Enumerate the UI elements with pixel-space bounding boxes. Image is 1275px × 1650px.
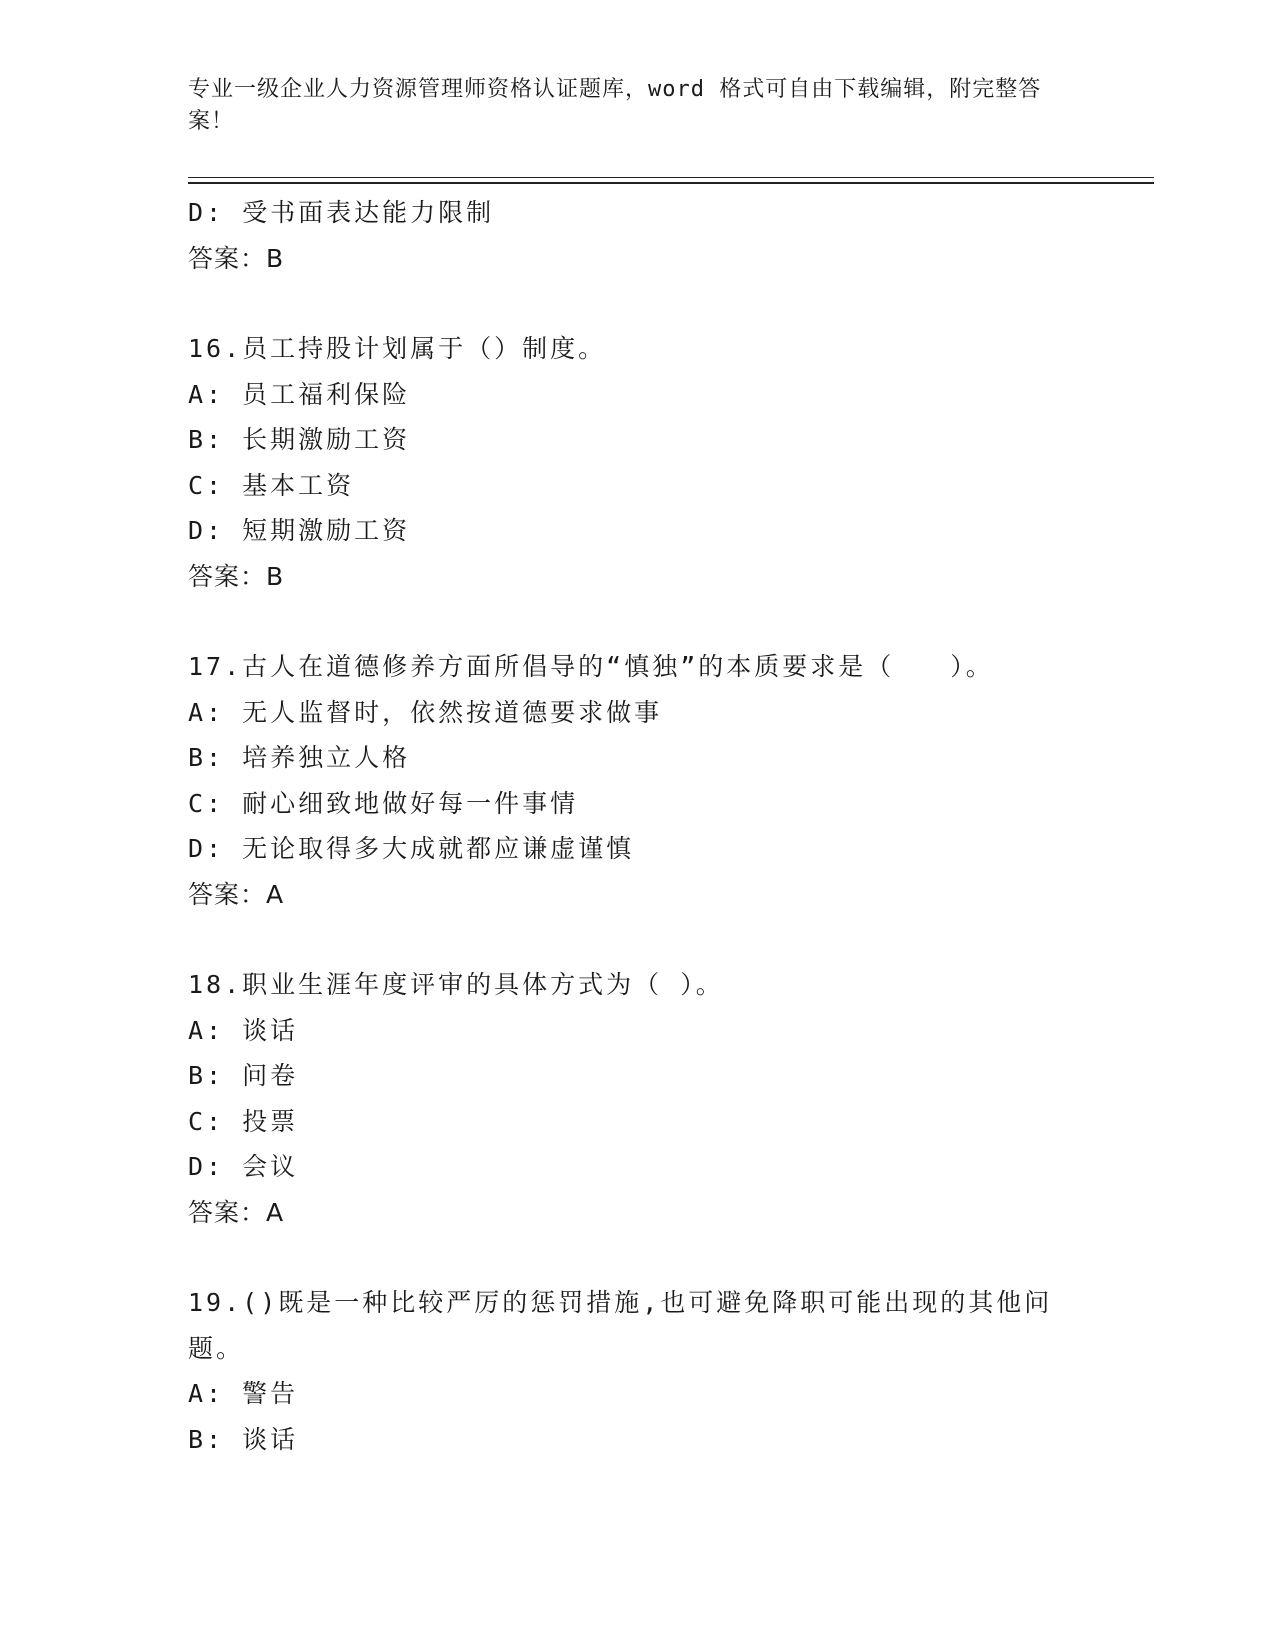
option-d: D: 短期激励工资 [188, 516, 411, 545]
option-a: A: 员工福利保险 [188, 379, 411, 409]
option-a: A: 警告 [188, 1379, 299, 1408]
answer: 答案：B [188, 561, 285, 591]
option-b: B: 长期激励工资 [188, 425, 411, 454]
option-c: C: 投票 [188, 1106, 299, 1136]
question-stem: 17.古人在道德修养方面所倡导的“慎独”的本质要求是（ ）。 [188, 652, 994, 681]
spacer [188, 281, 1088, 326]
option-d: D: 会议 [188, 1152, 299, 1181]
option-d: D: 无论取得多大成就都应谦虚谨慎 [188, 834, 635, 863]
answer: 答案：A [188, 1197, 285, 1227]
document-header: 专业一级企业人力资源管理师资格认证题库，word 格式可自由下载编辑，附完整答案！ [188, 77, 1042, 134]
question-stem: 19.()既是一种比较严厉的惩罚措施,也可避免降职可能出现的其他问题。 [188, 1288, 1053, 1363]
question-list [188, 190, 1088, 1462]
answer: 答案：A [188, 879, 285, 909]
answer: 答案：B [188, 243, 285, 273]
option-a: A: 无人监督时，依然按道德要求做事 [188, 697, 663, 727]
option-b: B: 谈话 [188, 1424, 299, 1454]
option-c: C: 基本工资 [188, 470, 355, 500]
option-a: A: 谈话 [188, 1015, 299, 1045]
question-stem: 18.职业生涯年度评审的具体方式为（ ）。 [188, 970, 724, 999]
option-b: B: 问卷 [188, 1061, 299, 1090]
option-c: C: 耐心细致地做好每一件事情 [188, 788, 579, 818]
option-d: D: 受书面表达能力限制 [188, 198, 495, 227]
header-divider-thick [188, 182, 1154, 184]
option-b: B: 培养独立人格 [188, 743, 411, 772]
spacer [188, 599, 1088, 644]
spacer [188, 1235, 1088, 1280]
question-stem: 16.员工持股计划属于（）制度。 [188, 334, 607, 363]
spacer [188, 917, 1088, 962]
header-divider-thin [188, 177, 1154, 178]
